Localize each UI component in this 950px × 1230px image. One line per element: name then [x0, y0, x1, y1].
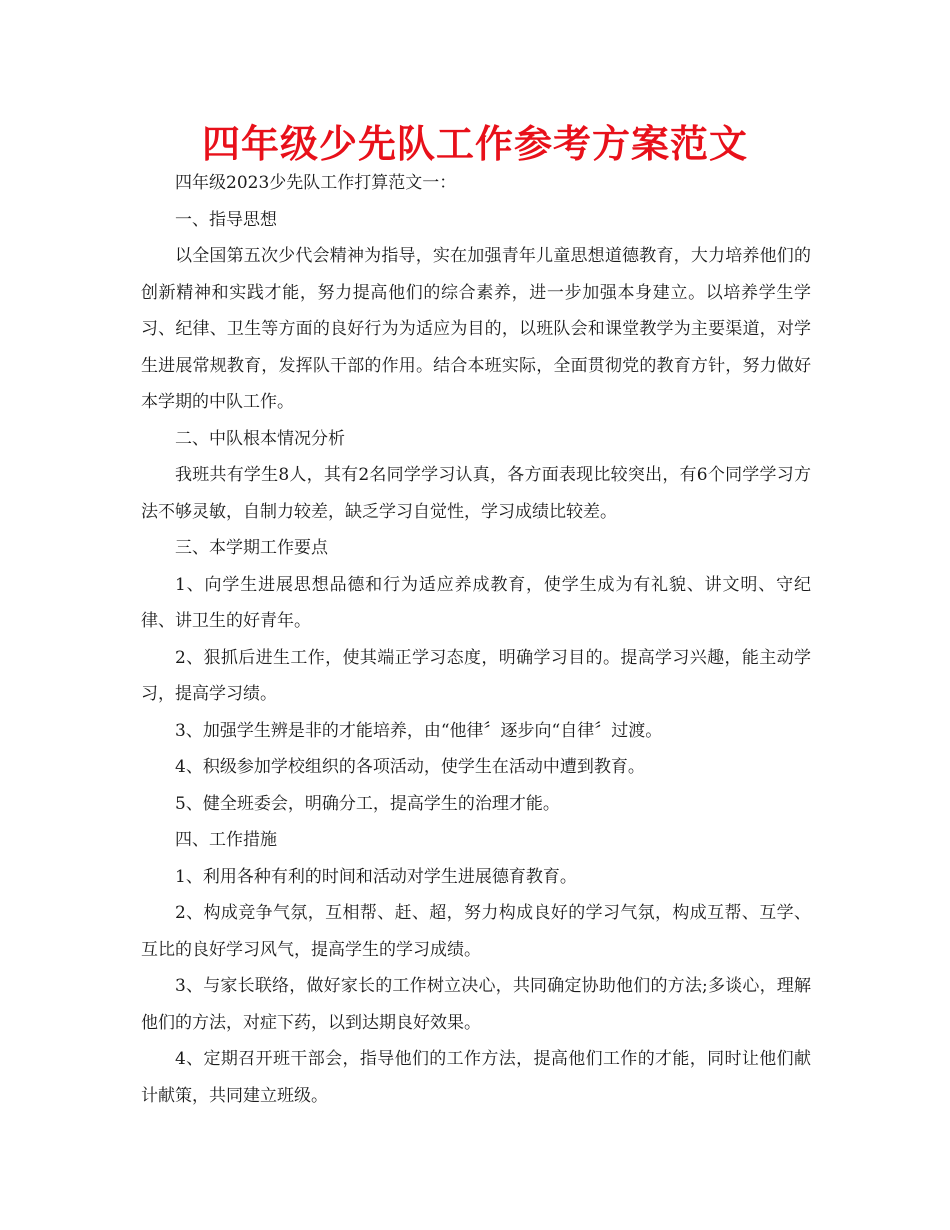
list-item-work-point-4: 4、积级参加学校组织的各项活动，使学生在活动中遭到教育。 — [175, 757, 645, 777]
heading-work-measures: 四、工作措施 — [175, 830, 277, 850]
list-item-work-point-3: 3、加强学生辨是非的才能培养，由“他律〞逐步向“自律〞过渡。 — [175, 720, 663, 741]
list-item-work-point-5: 5、健全班委会，明确分工，提高学生的治理才能。 — [175, 793, 560, 814]
heading-situation-analysis: 二、中队根本情况分析 — [175, 428, 345, 449]
list-item-measure-2: 2、构成竞争气氛，互相帮、赶、超，努力构成良好的学习气氛，构成互帮、互学、互比的良好学习风气，提高学生的学习成绩。 — [141, 903, 811, 960]
paragraph-intro: 四年级2023少先队工作打算范文一： — [175, 173, 457, 193]
paragraph-guiding-ideology: 以全国第五次少代会精神为指导，实在加强青年儿童思想道德教育，大力培养他们的创新精神和实践才能，努力提高他们的综合素养，进一步加强本身建立。以培养学生学习、纪律、卫生等方面的良好行为为适应为目的，以班队会和课堂教学为主要渠道，对学生进展常规教育，发挥队干部的作用。结合本班实际，全面贯彻党的教育方针，努力做好本学期的中队工作。 — [141, 246, 811, 412]
list-item-work-point-2: 2、狠抓后进生工作，使其端正学习态度，明确学习目的。提高学习兴趣，能主动学习，提高学习绩。 — [141, 647, 811, 704]
list-item-measure-4: 4、定期召开班干部会，指导他们的工作方法，提高他们工作的才能，同时让他们献计献策，共同建立班级。 — [141, 1049, 811, 1106]
list-item-work-point-1: 1、向学生进展思想品德和行为适应养成教育，使学生成为有礼貌、讲文明、守纪律、讲卫生的好青年。 — [141, 574, 811, 631]
list-item-measure-1: 1、利用各种有利的时间和活动对学生进展德育教育。 — [175, 866, 577, 887]
document-title: 四年级少先队工作参考方案范文 — [201, 122, 748, 166]
list-item-measure-3: 3、与家长联络，做好家长的工作树立决心，共同确定协助他们的方法;多谈心，理解他们的方法，对症下药，以到达期良好效果。 — [141, 976, 811, 1033]
heading-work-points: 三、本学期工作要点 — [175, 538, 328, 558]
heading-guiding-ideology: 一、指导思想 — [175, 209, 277, 230]
document-body — [141, 165, 811, 1114]
paragraph-situation-analysis: 我班共有学生8人，其有2名同学学习认真，各方面表现比较突出，有6个同学学习方法不够灵敏，自制力较差，缺乏学习自觉性，学习成绩比较差。 — [141, 465, 811, 522]
